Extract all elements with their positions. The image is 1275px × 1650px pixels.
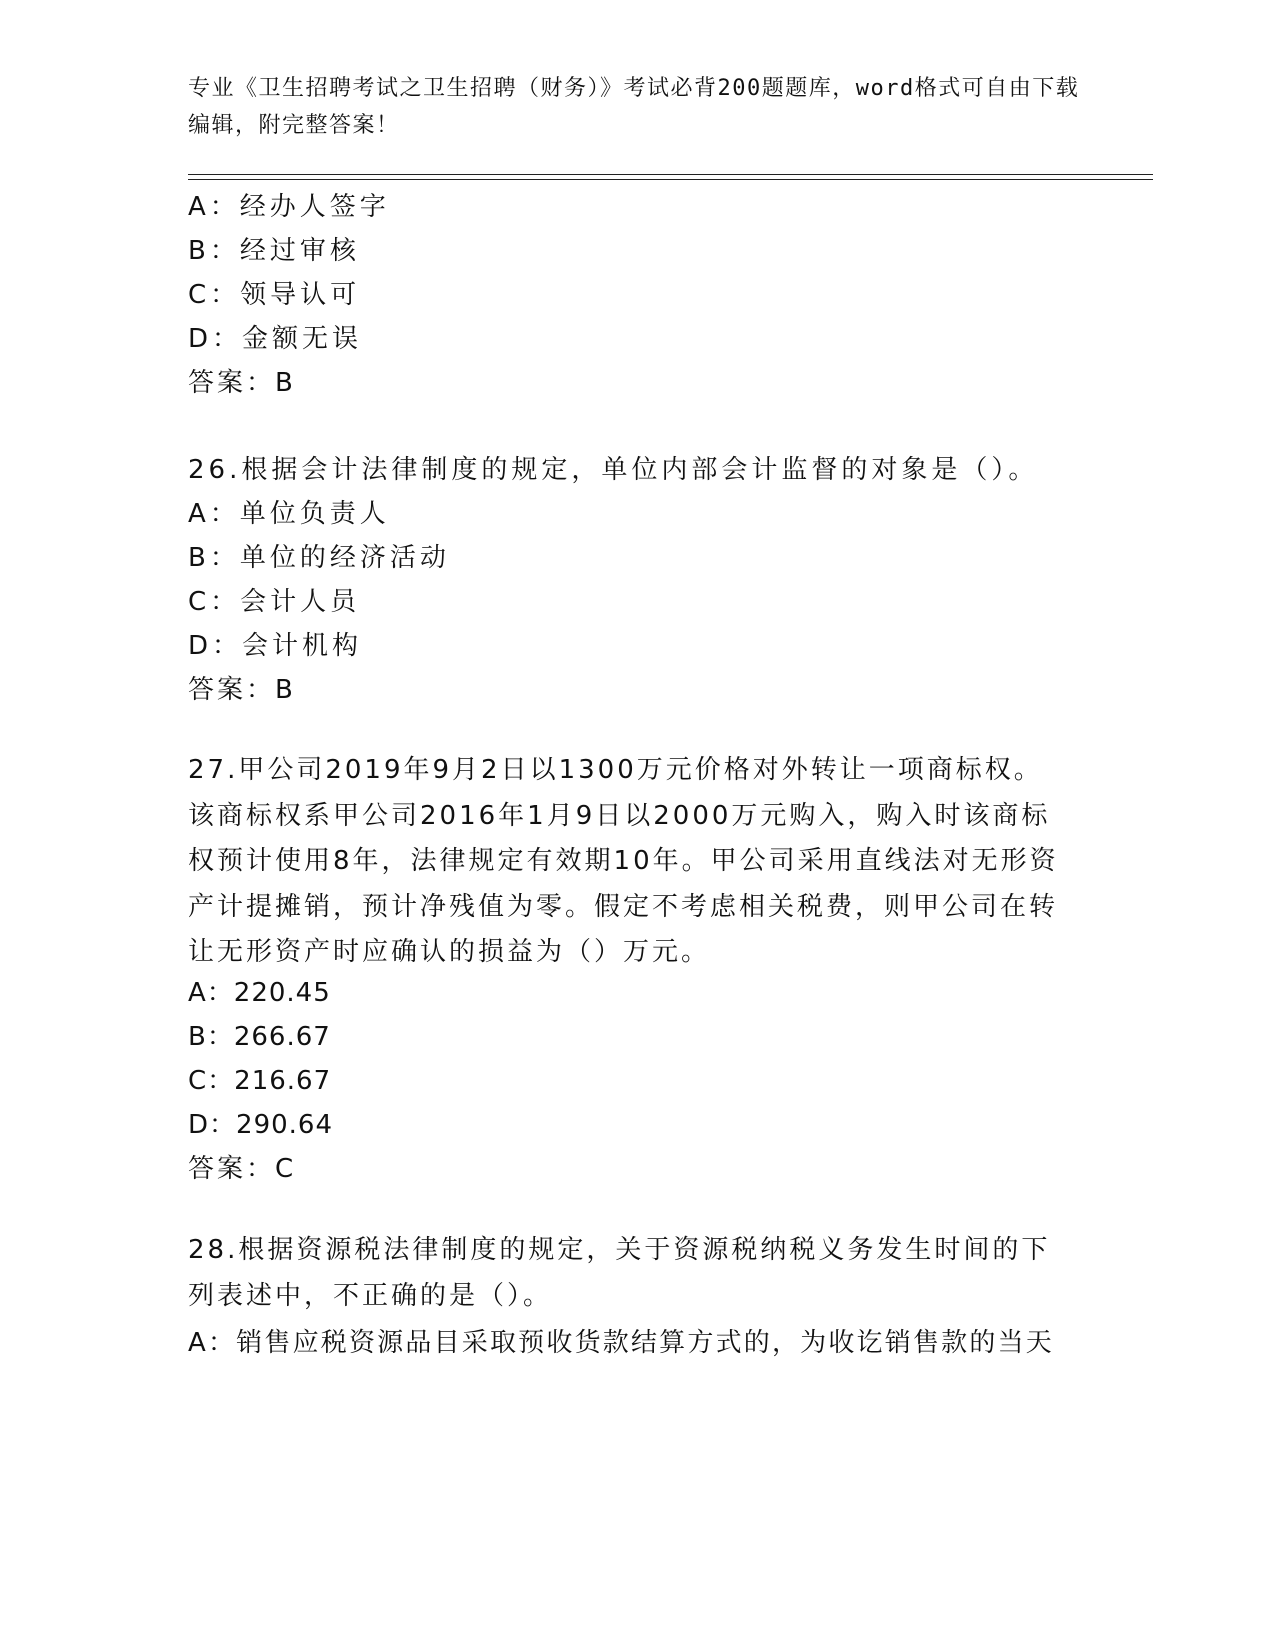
document-header: 专业《卫生招聘考试之卫生招聘（财务）》考试必背200题题库，word格式可自由下载编辑，附完整答案！ xyxy=(188,76,1080,138)
q26-question: 26.根据会计法律制度的规定，单位内部会计监督的对象是（）。 xyxy=(188,455,1039,485)
header-divider-bottom xyxy=(188,179,1153,180)
q27-option-a: A：220.45 xyxy=(188,978,331,1008)
q28-option-a: A：销售应税资源品目采取预收货款结算方式的，为收讫销售款的当天 xyxy=(188,1328,1054,1358)
q25-option-a: A：经办人签字 xyxy=(188,192,390,222)
q25-answer: 答案：B xyxy=(188,368,296,398)
q28-question: 28.根据资源税法律制度的规定，关于资源税纳税义务发生时间的下列表述中，不正确的是（）。 xyxy=(188,1235,1051,1311)
q25-option-b: B：经过审核 xyxy=(188,236,360,266)
q27-option-d: D：290.64 xyxy=(188,1110,333,1140)
q26-option-c: C：会计人员 xyxy=(188,587,361,617)
q27-question: 27.甲公司2019年9月2日以1300万元价格对外转让一项商标权。该商标权系甲公司2016年1月9日以2000万元购入，购入时该商标权预计使用8年，法律规定有效期10年。甲公司采用直线法对无形资产计提摊销，预计净残值为零。假定不考虑相关税费，则甲公司在转让无形资产时应确认的损益为（）万元。 xyxy=(188,755,1059,968)
q27-option-b: B：266.67 xyxy=(188,1022,331,1052)
q27-option-c: C：216.67 xyxy=(188,1066,332,1096)
q27-answer: 答案：C xyxy=(188,1154,297,1184)
q26-option-d: D：会计机构 xyxy=(188,631,363,661)
q25-option-d: D：金额无误 xyxy=(188,324,363,354)
q26-option-b: B：单位的经济活动 xyxy=(188,543,450,573)
q26-option-a: A：单位负责人 xyxy=(188,499,390,529)
q25-option-c: C：领导认可 xyxy=(188,280,361,310)
q26-answer: 答案：B xyxy=(188,675,296,705)
header-divider-top xyxy=(188,174,1153,175)
